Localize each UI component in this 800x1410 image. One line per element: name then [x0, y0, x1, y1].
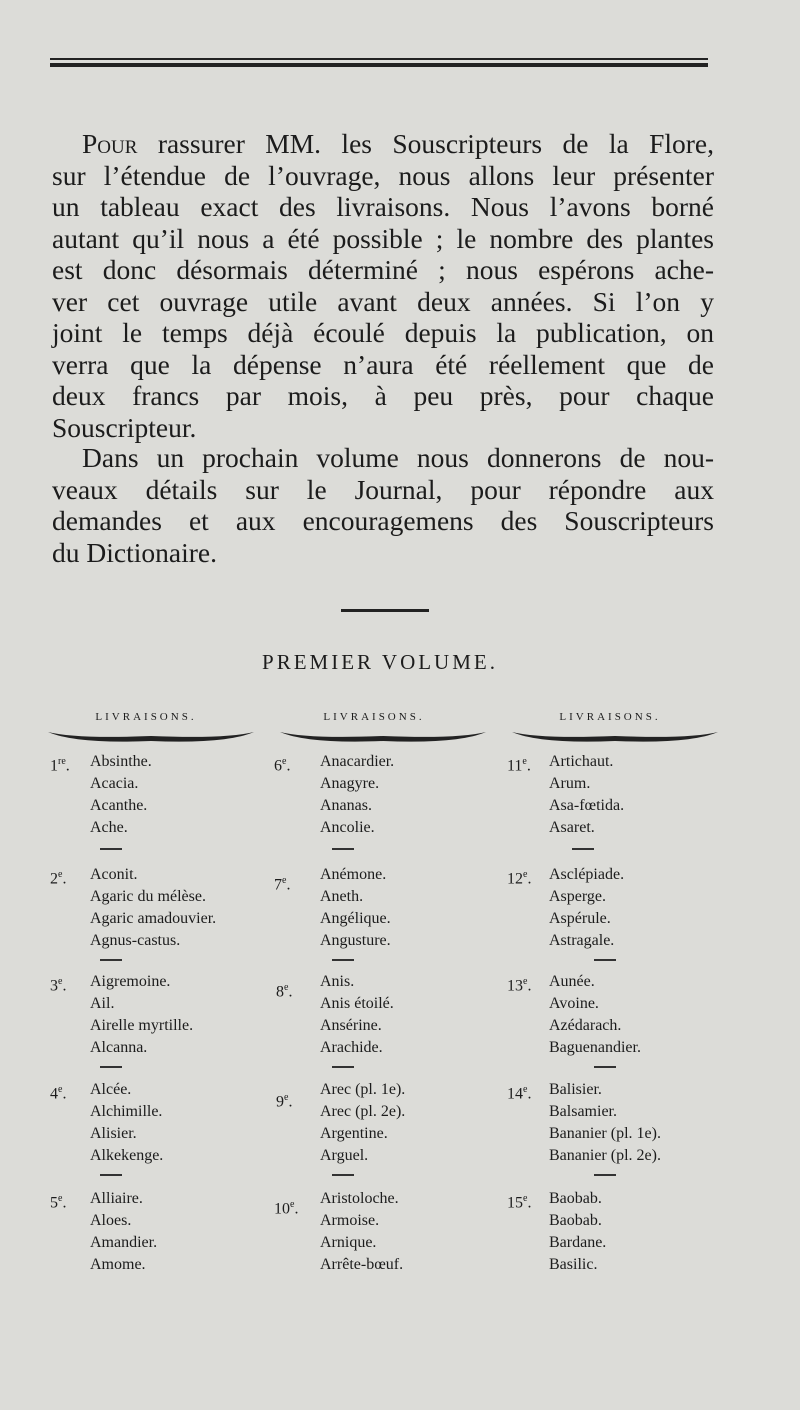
plant-name: Argentine.	[320, 1125, 388, 1142]
group-dash	[332, 848, 354, 850]
livraison-number: 10e.	[274, 1199, 299, 1218]
plant-name: Basilic.	[549, 1256, 598, 1273]
livraison-number: 2e.	[50, 869, 67, 888]
plant-name: Azédarach.	[549, 1017, 622, 1034]
plant-name: Amandier.	[90, 1234, 158, 1251]
group-dash	[332, 1174, 354, 1176]
plant-name: Aloes.	[90, 1212, 132, 1229]
group-dash	[100, 959, 122, 961]
second-paragraph	[52, 442, 714, 568]
plant-name: Artichaut.	[549, 753, 614, 770]
section-divider	[341, 609, 429, 612]
plant-name: Arec (pl. 1e).	[320, 1081, 406, 1098]
plant-name: Avoine.	[549, 995, 599, 1012]
intro-line: joint le temps déjà écoulé depuis la publication, on	[52, 317, 714, 348]
livraison-number: 6e.	[274, 756, 291, 775]
plant-list	[320, 751, 394, 839]
plant-name: Ail.	[90, 995, 115, 1012]
plant-name: Balisier.	[549, 1081, 602, 1098]
group-dash	[332, 959, 354, 961]
livraison-number: 12e.	[507, 869, 532, 888]
plant-name: Angusture.	[320, 932, 391, 949]
plant-name: Baobab.	[549, 1190, 602, 1207]
plant-list	[549, 864, 624, 952]
intro-line: est donc désormais déterminé ; nous espérons ache-	[52, 254, 714, 285]
plant-name: Asclépiade.	[549, 866, 625, 883]
column-header: LIVRAISONS.	[323, 711, 425, 723]
plant-name: Aunée.	[549, 973, 595, 990]
plant-name: Arec (pl. 2e).	[320, 1103, 406, 1120]
intro-line: autant qu’il nous a été possible ; le nombre des plantes	[52, 222, 714, 254]
plant-name: Agnus-castus.	[90, 932, 181, 949]
column-header: LIVRAISONS.	[559, 711, 661, 723]
plant-list	[90, 1079, 163, 1167]
intro-text: rassurer MM. les Souscripteurs de la Flore,	[137, 128, 714, 159]
group-dash	[594, 1174, 616, 1176]
plant-name: Arrête-bœuf.	[320, 1256, 404, 1273]
intro-line: un tableau exact des livraisons. Nous l’avons borné	[52, 191, 714, 222]
livraison-number: 5e.	[50, 1193, 67, 1212]
plant-name: Ancolie.	[320, 819, 375, 836]
livraison-number: 4e.	[50, 1084, 67, 1103]
plant-name: Aigremoine.	[90, 973, 171, 990]
plant-name: Agaric amadouvier.	[90, 910, 217, 927]
plant-name: Balsamier.	[549, 1103, 617, 1120]
plant-name: Aspérule.	[549, 910, 611, 927]
plant-name: Alkekenge.	[90, 1147, 164, 1164]
group-dash	[332, 1066, 354, 1068]
plant-name: Arum.	[549, 775, 591, 792]
livraison-number: 13e.	[507, 976, 532, 995]
plant-name: Armoise.	[320, 1212, 380, 1229]
plant-name: Absinthe.	[90, 753, 152, 770]
second-line: du Dictionaire.	[52, 536, 217, 568]
group-dash	[100, 1174, 122, 1176]
plant-name: Asperge.	[549, 888, 607, 905]
plant-list	[549, 1188, 606, 1276]
plant-list	[549, 1079, 661, 1167]
livraison-number: 7e.	[274, 875, 291, 894]
plant-name: Astragale.	[549, 932, 615, 949]
plant-name: Anémone.	[320, 866, 387, 883]
intro-line: deux francs par mois, à peu près, pour chaque	[52, 380, 714, 411]
plant-name: Alliaire.	[90, 1190, 143, 1207]
plant-name: Ansérine.	[320, 1017, 382, 1034]
group-dash	[100, 848, 122, 850]
plant-name: Agaric du mélèse.	[90, 888, 206, 905]
plant-name: Amome.	[90, 1256, 146, 1273]
plant-name: Acacia.	[90, 775, 139, 792]
plant-name: Bananier (pl. 1e).	[549, 1125, 661, 1142]
second-line: veaux détails sur le Journal, pour répondre aux	[52, 473, 714, 505]
livraison-number: 3e.	[50, 976, 67, 995]
plant-name: Bananier (pl. 2e).	[549, 1147, 661, 1164]
second-line: demandes et aux encouragemens des Souscripteurs	[52, 505, 714, 536]
header-rule-bottom	[50, 63, 708, 67]
plant-name: Alchimille.	[90, 1103, 163, 1120]
plant-name: Aconit.	[90, 866, 138, 883]
plant-name: Baobab.	[549, 1212, 602, 1229]
swash-ornament	[278, 728, 488, 748]
plant-list	[90, 864, 216, 952]
plant-name: Aneth.	[320, 888, 364, 905]
plant-name: Anis.	[320, 973, 355, 990]
plant-name: Alcée.	[90, 1081, 132, 1098]
intro-lead: Pour	[82, 128, 138, 159]
livraison-number: 8e.	[276, 982, 293, 1001]
plant-list	[549, 971, 641, 1059]
plant-name: Aristoloche.	[320, 1190, 399, 1207]
plant-list	[90, 971, 193, 1059]
plant-name: Baguenandier.	[549, 1039, 641, 1056]
intro-line: sur l’étendue de l’ouvrage, nous allons leur présenter	[52, 159, 714, 191]
plant-name: Anis étoilé.	[320, 995, 394, 1012]
plant-name: Alcanna.	[90, 1039, 148, 1056]
plant-list	[90, 751, 152, 839]
intro-line: Souscripteur.	[52, 411, 197, 443]
swash-ornament	[46, 728, 256, 748]
plant-name: Asaret.	[549, 819, 595, 836]
livraison-number: 15e.	[507, 1193, 532, 1212]
intro-line	[52, 128, 714, 160]
plant-name: Alisier.	[90, 1125, 137, 1142]
plant-list	[320, 971, 394, 1059]
intro-paragraph	[52, 128, 714, 443]
plant-list	[320, 1079, 405, 1167]
plant-name: Arguel.	[320, 1147, 369, 1164]
livraison-number: 14e.	[507, 1084, 532, 1103]
plant-name: Bardane.	[549, 1234, 607, 1251]
plant-name: Ananas.	[320, 797, 372, 814]
plant-list	[320, 1188, 403, 1276]
group-dash	[100, 1066, 122, 1068]
plant-name: Airelle myrtille.	[90, 1017, 194, 1034]
intro-line: ver cet ouvrage utile avant deux années. Si l’on y	[52, 285, 714, 317]
plant-list	[320, 864, 391, 952]
plant-list	[90, 1188, 157, 1276]
second-line: Dans un prochain volume nous donnerons de nou-	[82, 442, 714, 473]
plant-name: Angélique.	[320, 910, 391, 927]
plant-name: Anagyre.	[320, 775, 380, 792]
volume-title: PREMIER VOLUME.	[262, 650, 498, 674]
plant-name: Acanthe.	[90, 797, 148, 814]
plant-name: Anacardier.	[320, 753, 395, 770]
group-dash	[594, 959, 616, 961]
livraison-number: 11e.	[507, 756, 531, 775]
plant-name: Arachide.	[320, 1039, 383, 1056]
livraison-number: 9e.	[276, 1092, 293, 1111]
header-rule-top	[50, 58, 708, 60]
column-header: LIVRAISONS.	[95, 711, 197, 723]
swash-ornament	[510, 728, 720, 748]
group-dash	[572, 848, 594, 850]
plant-list	[549, 751, 624, 839]
plant-name: Ache.	[90, 819, 128, 836]
plant-name: Arnique.	[320, 1234, 377, 1251]
livraison-number: 1re.	[50, 756, 70, 775]
plant-name: Asa-fœtida.	[549, 797, 625, 814]
group-dash	[594, 1066, 616, 1068]
intro-line: verra que la dépense n’aura été réellement que de	[52, 348, 714, 380]
